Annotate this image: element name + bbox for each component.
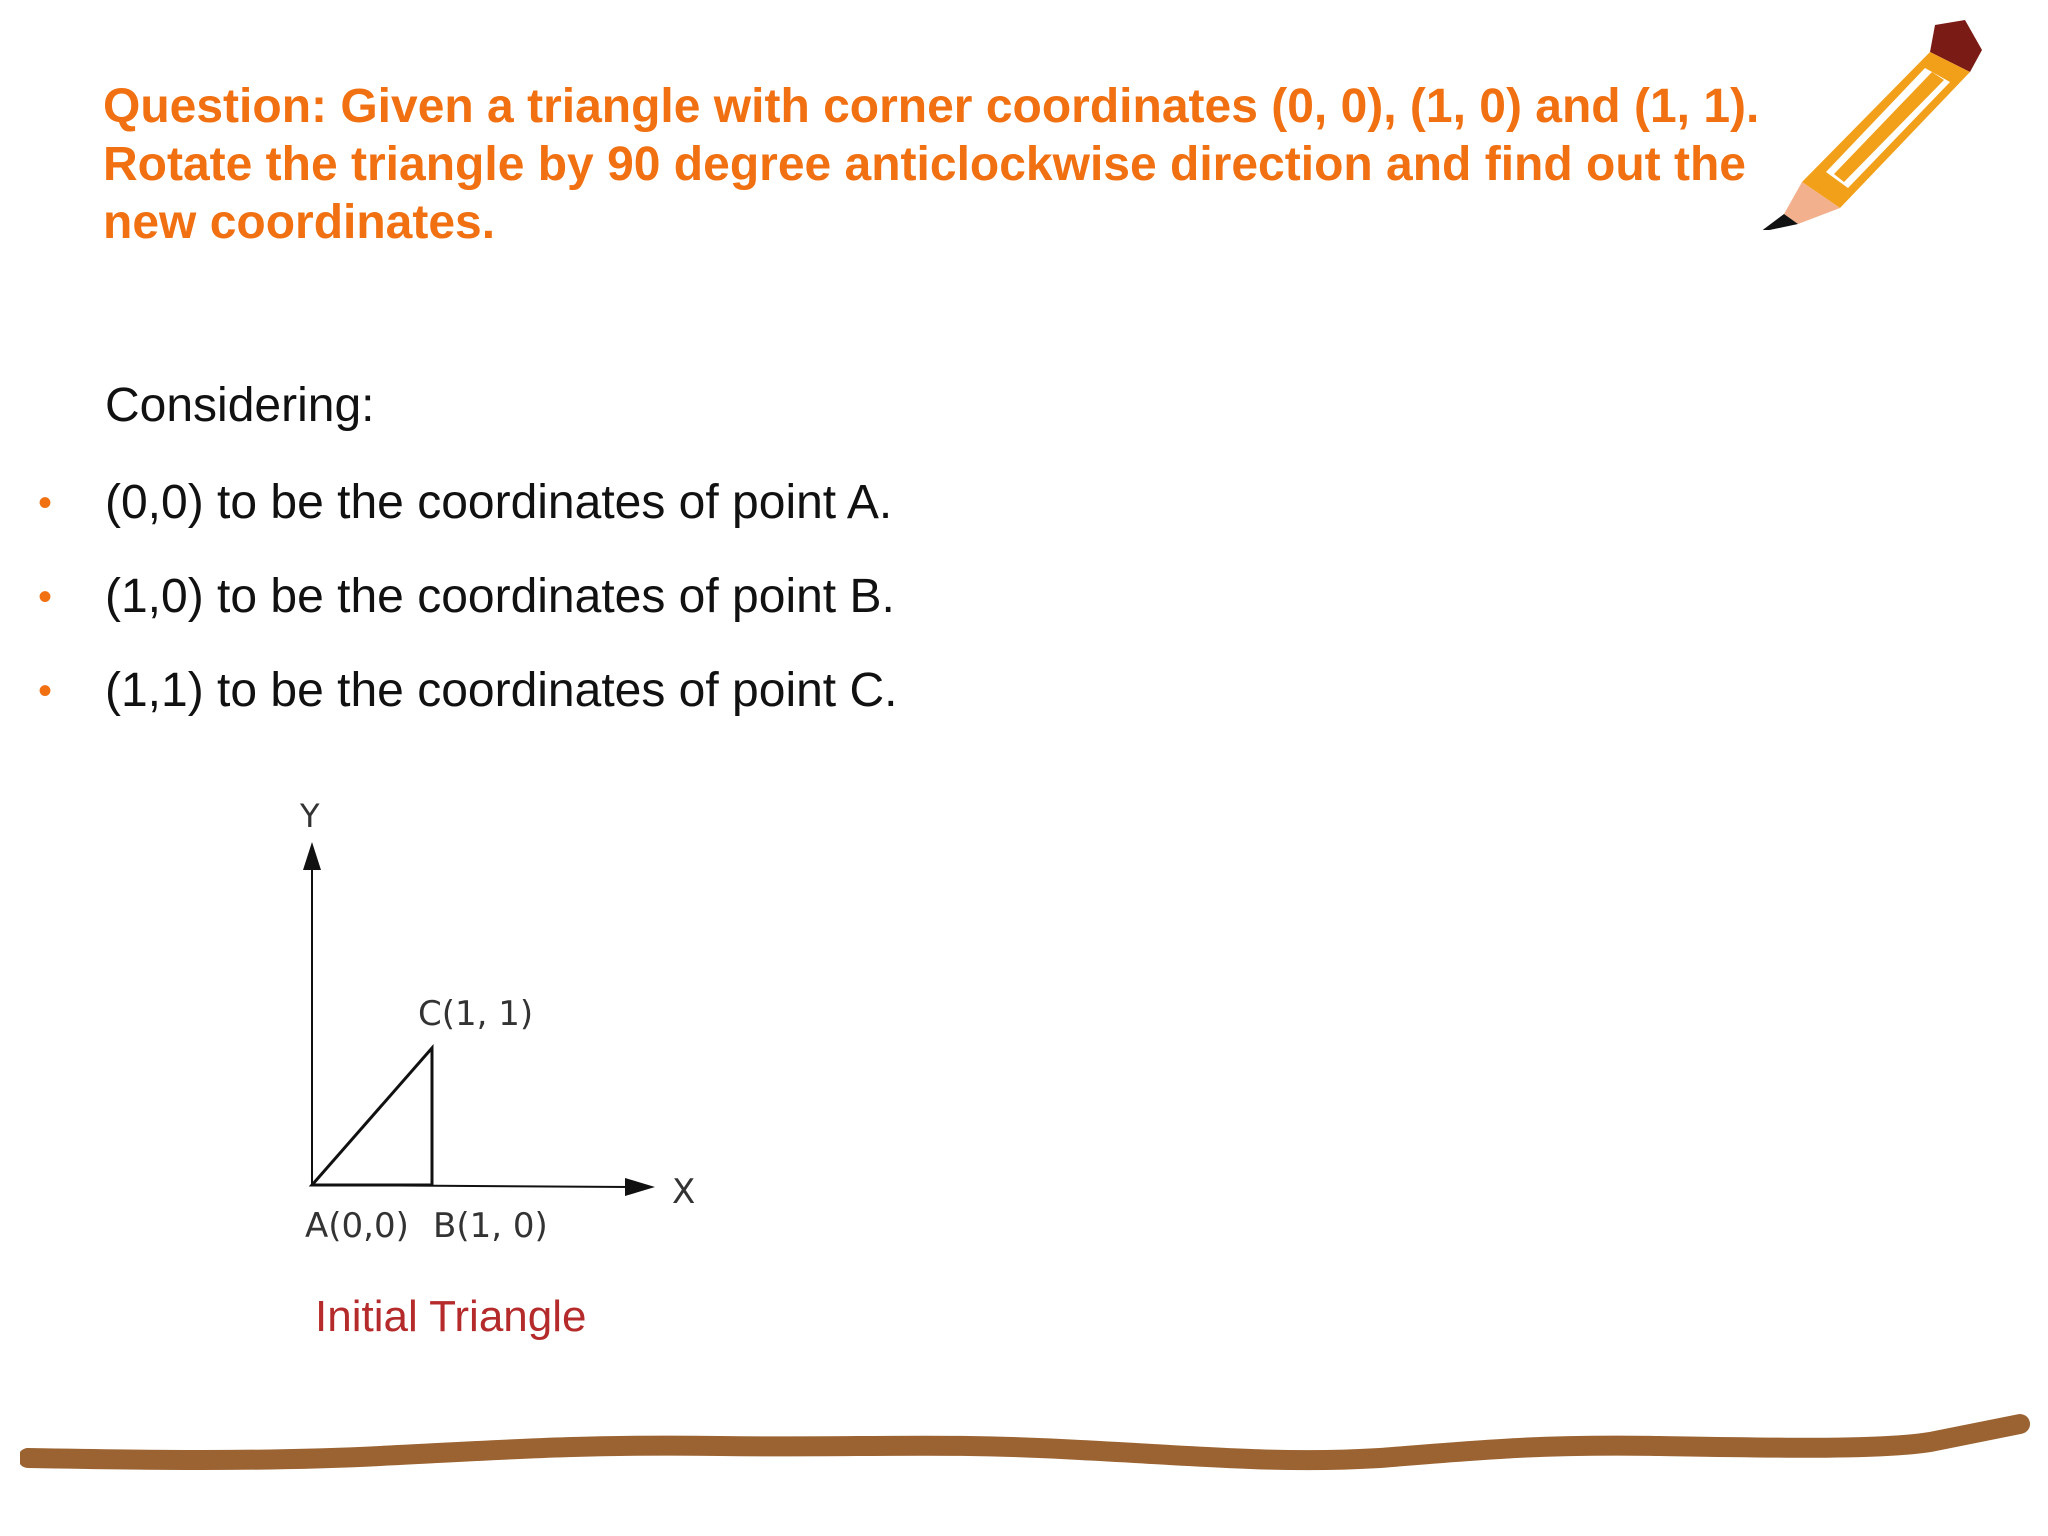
bullet-text: (1,1) to be the coordinates of point C. <box>105 664 898 717</box>
x-axis-label: X <box>672 1172 696 1212</box>
question-text: Question: Given a triangle with corner coordinates (0, 0), (1, 0) and (1, 1). Rotate the triangle by 90 degree anticlockwise direction and find out the new coordinates. <box>103 80 1760 249</box>
x-axis-arrow-icon <box>625 1178 655 1196</box>
triangle-shape <box>312 1048 432 1185</box>
considering-label: Considering: <box>105 379 375 432</box>
y-axis-arrow-icon <box>303 842 321 870</box>
brush-underline <box>20 1400 2030 1480</box>
bullet-dot-icon: • <box>38 669 53 713</box>
y-axis-label: Y <box>300 797 320 835</box>
point-b-label: B(1, 0) <box>433 1206 548 1246</box>
pencil-icon <box>1760 10 1990 230</box>
point-c-label: C(1, 1) <box>418 994 534 1034</box>
bullet-text: (1,0) to be the coordinates of point B. <box>105 570 895 623</box>
point-a-label: A(0,0) <box>305 1206 409 1246</box>
figure-caption: Initial Triangle <box>315 1292 587 1341</box>
triangle-diagram <box>270 790 750 1250</box>
bullet-dot-icon: • <box>38 575 53 619</box>
bullet-dot-icon: • <box>38 481 53 525</box>
bullet-text: (0,0) to be the coordinates of point A. <box>105 476 893 529</box>
